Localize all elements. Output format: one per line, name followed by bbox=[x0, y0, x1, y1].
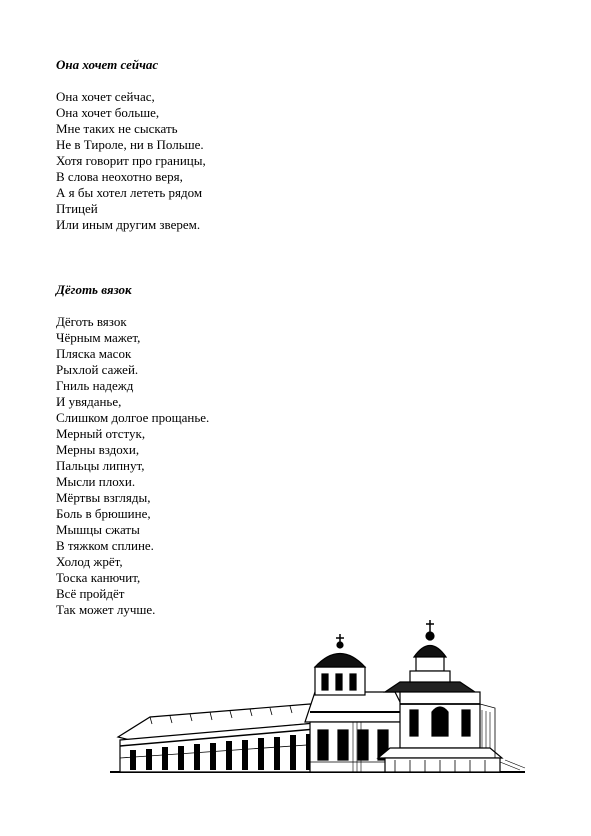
poem-line: Она хочет больше, bbox=[56, 105, 160, 120]
poem-line: Не в Тироле, ни в Польше. bbox=[56, 137, 204, 152]
poem-2 bbox=[56, 282, 516, 618]
poem-line: Мысли плохи. bbox=[56, 474, 136, 489]
poem-line: Пальцы липнут, bbox=[56, 458, 145, 473]
poem-2-lines bbox=[56, 314, 516, 618]
poem-line: Холод жрёт, bbox=[56, 554, 123, 569]
poem-line: Мёртвы взгляды, bbox=[56, 490, 151, 505]
poem-line: А я бы хотел лететь рядом bbox=[56, 185, 203, 200]
poem-line: Мышцы сжаты bbox=[56, 522, 140, 537]
church-building-sketch-icon bbox=[110, 612, 530, 780]
poem-line: Гниль надежд bbox=[56, 378, 134, 393]
poem-line: И увяданье, bbox=[56, 394, 122, 409]
poem-1-lines bbox=[56, 89, 516, 233]
poem-line: Тоска канючит, bbox=[56, 570, 141, 585]
poem-line: В слова неохотно веря, bbox=[56, 169, 183, 184]
poem-line: Пляска масок bbox=[56, 346, 132, 361]
poem-line: Птицей bbox=[56, 201, 98, 216]
poem-line: Всё пройдёт bbox=[56, 586, 125, 601]
poem-line: Рыхлой сажей. bbox=[56, 362, 139, 377]
poem-line: Мерны вздохи, bbox=[56, 442, 140, 457]
poem-line: В тяжком сплине. bbox=[56, 538, 154, 553]
poem-1-title: Она хочет сейчас bbox=[56, 57, 159, 72]
poem-line: Мне таких не сыскать bbox=[56, 121, 178, 136]
poem-line: Чёрным мажет, bbox=[56, 330, 141, 345]
poem-2-title: Дёготь вязок bbox=[56, 282, 132, 297]
poem-line: Мерный отстук, bbox=[56, 426, 146, 441]
poem-line: Слишком долгое прощанье. bbox=[56, 410, 210, 425]
poem-line: Дёготь вязок bbox=[56, 314, 127, 329]
poem-line: Она хочет сейчас, bbox=[56, 89, 155, 104]
poem-1 bbox=[56, 57, 516, 233]
poem-line: Так может лучше. bbox=[56, 602, 156, 617]
poem-line: Боль в брюшине, bbox=[56, 506, 151, 521]
poem-line: Или иным другим зверем. bbox=[56, 217, 201, 232]
poem-line: Хотя говорит про границы, bbox=[56, 153, 206, 168]
